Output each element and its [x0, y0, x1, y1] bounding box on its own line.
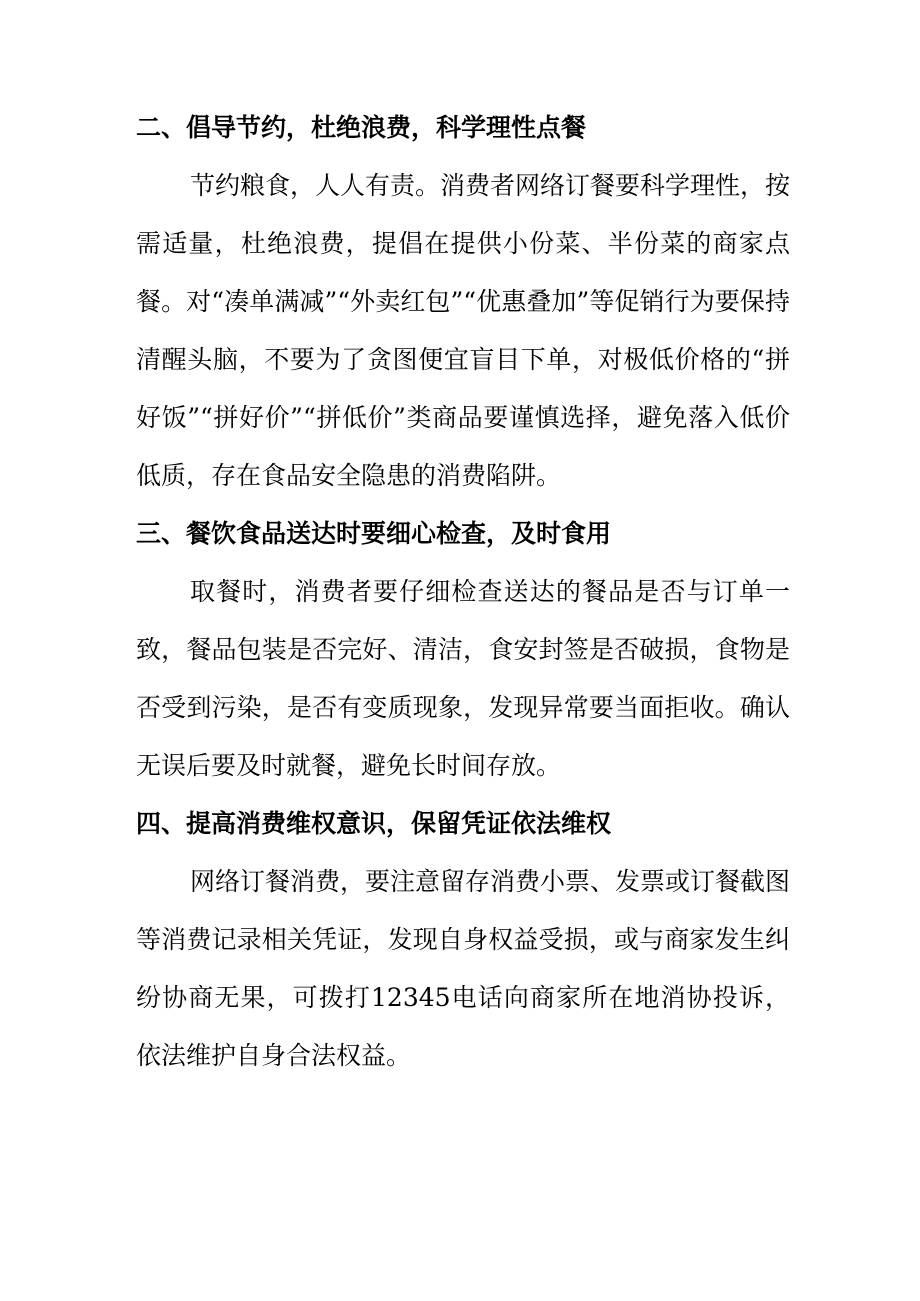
section-paragraph-2: 节约粮食，人人有责。消费者网络订餐要科学理性，按需适量，杜绝浪费，提倡在提供小份菜、半份菜的商家点餐。对“凑单满减”“外卖红包”“优惠叠加”等促销行为要保持清醒头脑，不要为了贪图便宜盲目下单，对极低价格的“拼好饭”“拼好价”“拼低价”类商品要谨慎选择，避免落入低价低质，存在食品安全隐患的消费陷阱。	[136, 171, 791, 490]
section-paragraph-4: 网络订餐消费，要注意留存消费小票、发票或订餐截图等消费记录相关凭证，发现自身权益受损，或与商家发生纠纷协商无果，可拨打12345电话向商家所在地消协投诉，依法维护自身合法权益。	[136, 867, 791, 1070]
section-heading-3: 三、餐饮食品送达时要细心检查，及时食用	[136, 519, 612, 548]
section-paragraph-3: 取餐时，消费者要仔细检查送达的餐品是否与订单一致，餐品包装是否完好、清洁，食安封签是否破损，食物是否受到污染，是否有变质现象，发现异常要当面拒收。确认无误后要及时就餐，避免长时间存放。	[136, 577, 790, 780]
document-body	[136, 99, 790, 1085]
section-heading-4: 四、提高消费维权意识，保留凭证依法维权	[136, 809, 612, 838]
section-heading-2: 二、倡导节约，杜绝浪费，科学理性点餐	[136, 113, 587, 142]
